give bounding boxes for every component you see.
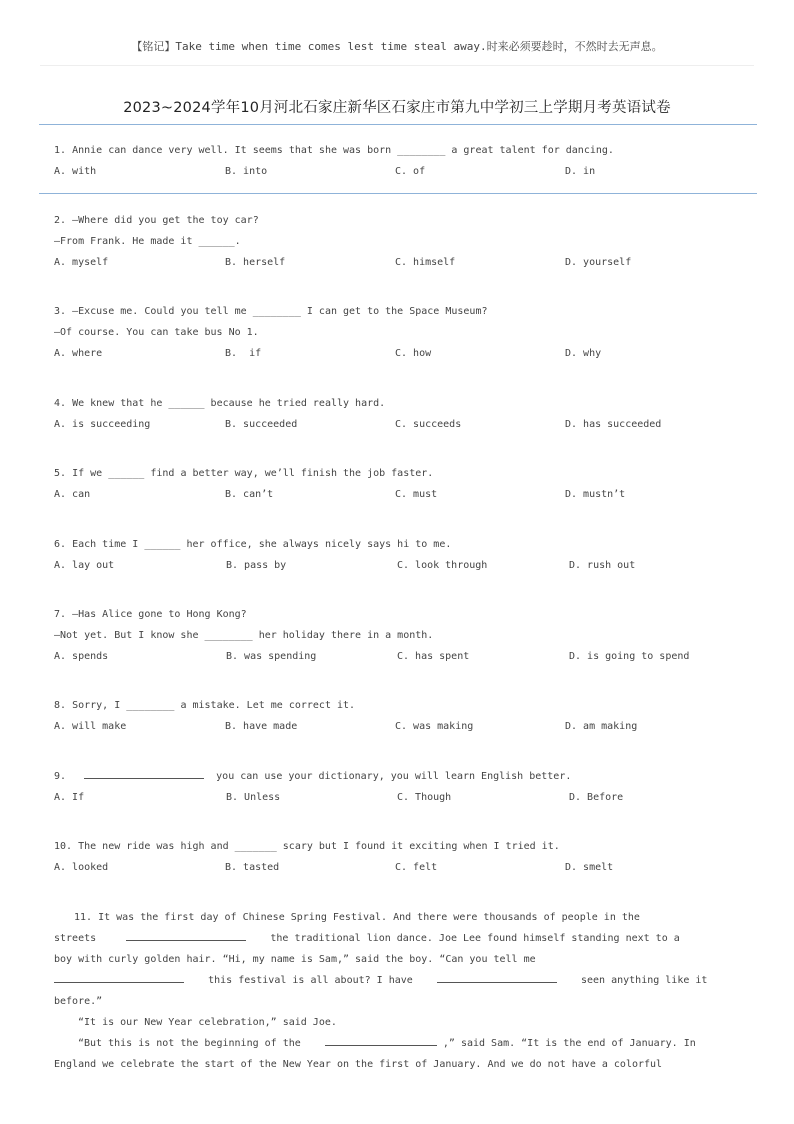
option-b[interactable]: B. if (225, 348, 262, 359)
question-options (54, 555, 754, 576)
option-b[interactable]: B. into (225, 166, 268, 177)
option-d[interactable]: D. mustn’t (565, 489, 626, 500)
passage-line: “It is our New Year celebration,” said Joe. (78, 1017, 337, 1028)
exam-title: 2023~2024学年10月河北石家庄新华区石家庄市第九中学初三上学期月考英语试卷 (123, 100, 671, 116)
question-options (54, 716, 754, 737)
question-stem: 1. Annie can dance very well. It seems that she was born ________ a great talent for dancing. (54, 145, 614, 156)
question-2 (54, 210, 754, 273)
passage-line: this festival is all about? I have seen anything like it (54, 970, 744, 991)
question-stem-line-2: —From Frank. He made it ______. (54, 236, 241, 247)
title-rule (39, 124, 757, 125)
option-b[interactable]: B. succeeded (225, 419, 298, 430)
option-c[interactable]: C. was making (395, 721, 474, 732)
option-b[interactable]: B. have made (225, 721, 298, 732)
question-stem: 5. If we ______ find a better way, we’ll finish the job faster. (54, 468, 434, 479)
answer-blank[interactable] (84, 768, 204, 779)
cloze-passage (54, 907, 744, 1075)
answer-blank[interactable] (325, 1035, 437, 1046)
question-10 (54, 836, 754, 878)
option-c[interactable]: C. look through (397, 560, 488, 571)
passage-line: England we celebrate the start of the New Year on the first of January. And we do not have a colorful (54, 1059, 663, 1070)
question-8 (54, 695, 754, 737)
option-c[interactable]: C. himself (395, 257, 456, 268)
question-stem: 3. —Excuse me. Could you tell me ________ I can get to the Space Museum? (54, 306, 488, 317)
question-stem: 6. Each time I ______ her office, she always nicely says hi to me. (54, 539, 452, 550)
question-options (54, 161, 754, 182)
option-b[interactable]: B. tasted (225, 862, 280, 873)
question-stem: 4. We knew that he ______ because he tried really hard. (54, 398, 386, 409)
option-c[interactable]: C. felt (395, 862, 438, 873)
question-stem: 10. The new ride was high and _______ scary but I found it exciting when I tried it. (54, 841, 560, 852)
option-c[interactable]: C. Though (397, 792, 452, 803)
option-d[interactable]: D. yourself (565, 257, 632, 268)
answer-blank[interactable] (437, 972, 557, 983)
option-d[interactable]: D. has succeeded (565, 419, 662, 430)
option-a[interactable]: A. myself (54, 257, 109, 268)
option-a[interactable]: A. will make (54, 721, 127, 732)
option-d[interactable]: D. why (565, 348, 602, 359)
option-a[interactable]: A. spends (54, 651, 109, 662)
passage-line: “But this is not the beginning of the ,” said Sam. “It is the end of January. In (54, 1033, 744, 1054)
question-stem: 7. —Has Alice gone to Hong Kong? (54, 609, 247, 620)
passage-line: boy with curly golden hair. “Hi, my name is Sam,” said the boy. “Can you tell me (54, 954, 536, 965)
option-a[interactable]: A. where (54, 348, 103, 359)
section-rule (39, 193, 757, 194)
question-options (54, 646, 754, 667)
option-d[interactable]: D. rush out (569, 560, 636, 571)
passage-line: before.” (54, 996, 103, 1007)
question-5 (54, 463, 754, 505)
option-b[interactable]: B. can’t (225, 489, 274, 500)
option-d[interactable]: D. in (565, 166, 596, 177)
question-options (54, 414, 754, 435)
option-a[interactable]: A. looked (54, 862, 109, 873)
question-6 (54, 534, 754, 576)
option-b[interactable]: B. herself (225, 257, 286, 268)
passage-line: 11. It was the first day of Chinese Spring Festival. And there were thousands of people in the (74, 912, 640, 923)
question-options (54, 857, 754, 878)
answer-blank[interactable] (54, 972, 184, 983)
option-a[interactable]: A. can (54, 489, 91, 500)
option-c[interactable]: C. succeeds (395, 419, 462, 430)
question-1 (54, 140, 754, 182)
question-options (54, 787, 754, 808)
option-c[interactable]: C. of (395, 166, 426, 177)
option-d[interactable]: D. Before (569, 792, 624, 803)
question-options (54, 343, 754, 364)
question-stem-line-2: —Of course. You can take bus No 1. (54, 327, 259, 338)
option-a[interactable]: A. with (54, 166, 97, 177)
question-9 (54, 766, 754, 808)
question-3 (54, 301, 754, 364)
question-stem: 9. you can use your dictionary, you will learn English better. (54, 766, 754, 787)
question-options (54, 252, 754, 273)
question-7 (54, 604, 754, 667)
answer-blank[interactable] (126, 930, 246, 941)
question-stem: 2. —Where did you get the toy car? (54, 215, 259, 226)
option-d[interactable]: D. smelt (565, 862, 614, 873)
option-a[interactable]: A. is succeeding (54, 419, 151, 430)
question-4 (54, 393, 754, 435)
header-motto: 【铭记】Take time when time comes lest time steal away.时来必须要趁时，不然时去无声息。 (131, 40, 663, 53)
option-c[interactable]: C. how (395, 348, 432, 359)
option-b[interactable]: B. Unless (226, 792, 281, 803)
option-c[interactable]: C. has spent (397, 651, 470, 662)
option-d[interactable]: D. is going to spend (569, 651, 690, 662)
option-b[interactable]: B. was spending (226, 651, 317, 662)
question-stem-line-2: —Not yet. But I know she ________ her holiday there in a month. (54, 630, 434, 641)
option-a[interactable]: A. If (54, 792, 85, 803)
passage-line: streets the traditional lion dance. Joe Lee found himself standing next to a (54, 928, 744, 949)
question-stem: 8. Sorry, I ________ a mistake. Let me correct it. (54, 700, 356, 711)
option-a[interactable]: A. lay out (54, 560, 115, 571)
question-options (54, 484, 754, 505)
header-divider (40, 65, 754, 66)
option-b[interactable]: B. pass by (226, 560, 287, 571)
option-d[interactable]: D. am making (565, 721, 638, 732)
option-c[interactable]: C. must (395, 489, 438, 500)
